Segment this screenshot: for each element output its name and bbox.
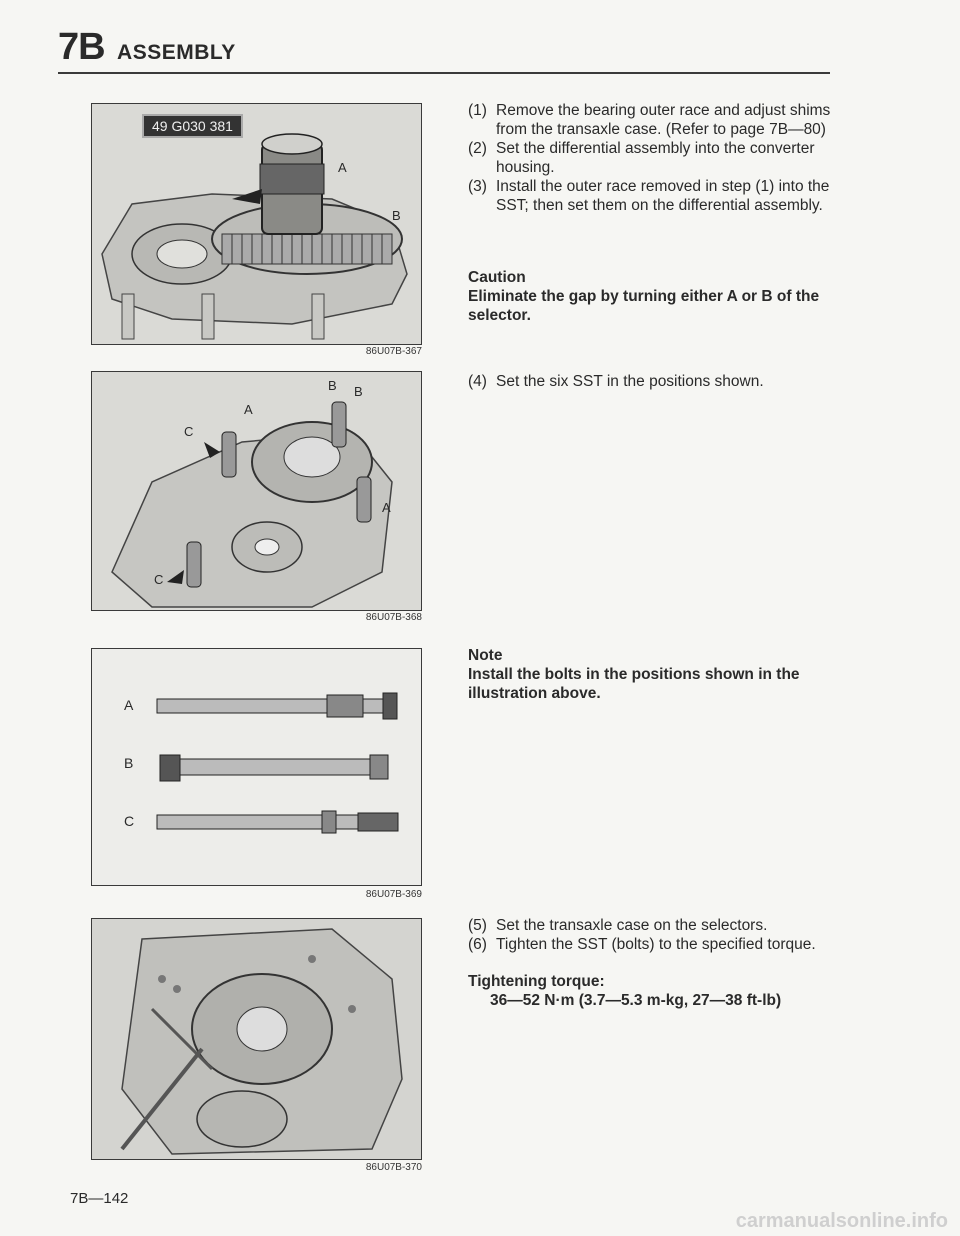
figure-3-bolts: [91, 648, 422, 886]
step-6: (6) Tighten the SST (bolts) to the specified torque.: [468, 936, 816, 953]
step-2: (2) Set the differential assembly into the converter housing.: [468, 140, 815, 176]
callout-c-2: C: [154, 572, 164, 587]
callout-b: B: [392, 208, 401, 223]
tool-number-label: 49 G030 381: [142, 114, 243, 138]
caution-block: [468, 268, 833, 325]
bolt-b-label: B: [124, 755, 134, 771]
callout-b-1: B: [328, 378, 337, 393]
bolt-c-label: C: [124, 813, 135, 829]
page-number: 7B—142: [70, 1190, 129, 1207]
step-5: (5) Set the transaxle case on the selectors.: [468, 917, 768, 934]
figure-3-caption: 86U07B-369: [365, 889, 422, 900]
steps-5-6: [468, 916, 833, 954]
caution-text: Eliminate the gap by turning either A or B of the selector.: [468, 288, 820, 324]
figure-4-transaxle-case: [91, 918, 422, 1160]
figure-2-sst-positions: [91, 371, 422, 611]
note-title: Note: [468, 647, 503, 664]
caution-title: Caution: [468, 269, 526, 286]
callout-c-1: C: [184, 424, 194, 439]
callout-b-2: B: [354, 384, 363, 399]
header-rule: [58, 72, 830, 74]
page-header: [58, 26, 236, 69]
steps-1-3: [468, 101, 833, 215]
step-1: (1) Remove the bearing outer race and adjust shims from the transaxle case. (Refer to page 7B—80): [468, 102, 831, 138]
figure-4-caption: 86U07B-370: [365, 1162, 422, 1173]
watermark: carmanualsonline.info: [735, 1210, 948, 1232]
callout-a-2: A: [382, 500, 391, 515]
step-4: (4) Set the six SST in the positions shown.: [468, 373, 764, 390]
figure-1-differential-race: [91, 103, 422, 345]
figure-1-caption: 86U07B-367: [365, 346, 422, 357]
bolt-a-label: A: [124, 697, 134, 713]
callout-a: A: [338, 160, 347, 175]
note-text: Install the bolts in the positions shown in the illustration above.: [468, 666, 800, 702]
step-3: (3) Install the outer race removed in step (1) into the SST; then set them on the differential assembly.: [468, 178, 830, 214]
torque-title: Tightening torque:: [468, 973, 605, 990]
callout-a-1: A: [244, 402, 253, 417]
torque-block: [468, 972, 833, 1010]
note-block: [468, 646, 833, 703]
section-number: 7B: [58, 26, 105, 68]
torque-value: 36—52 N·m (3.7—5.3 m-kg, 27—38 ft-lb): [490, 992, 782, 1009]
figure-2-caption: 86U07B-368: [365, 612, 422, 623]
section-title: ASSEMBLY: [117, 41, 236, 64]
